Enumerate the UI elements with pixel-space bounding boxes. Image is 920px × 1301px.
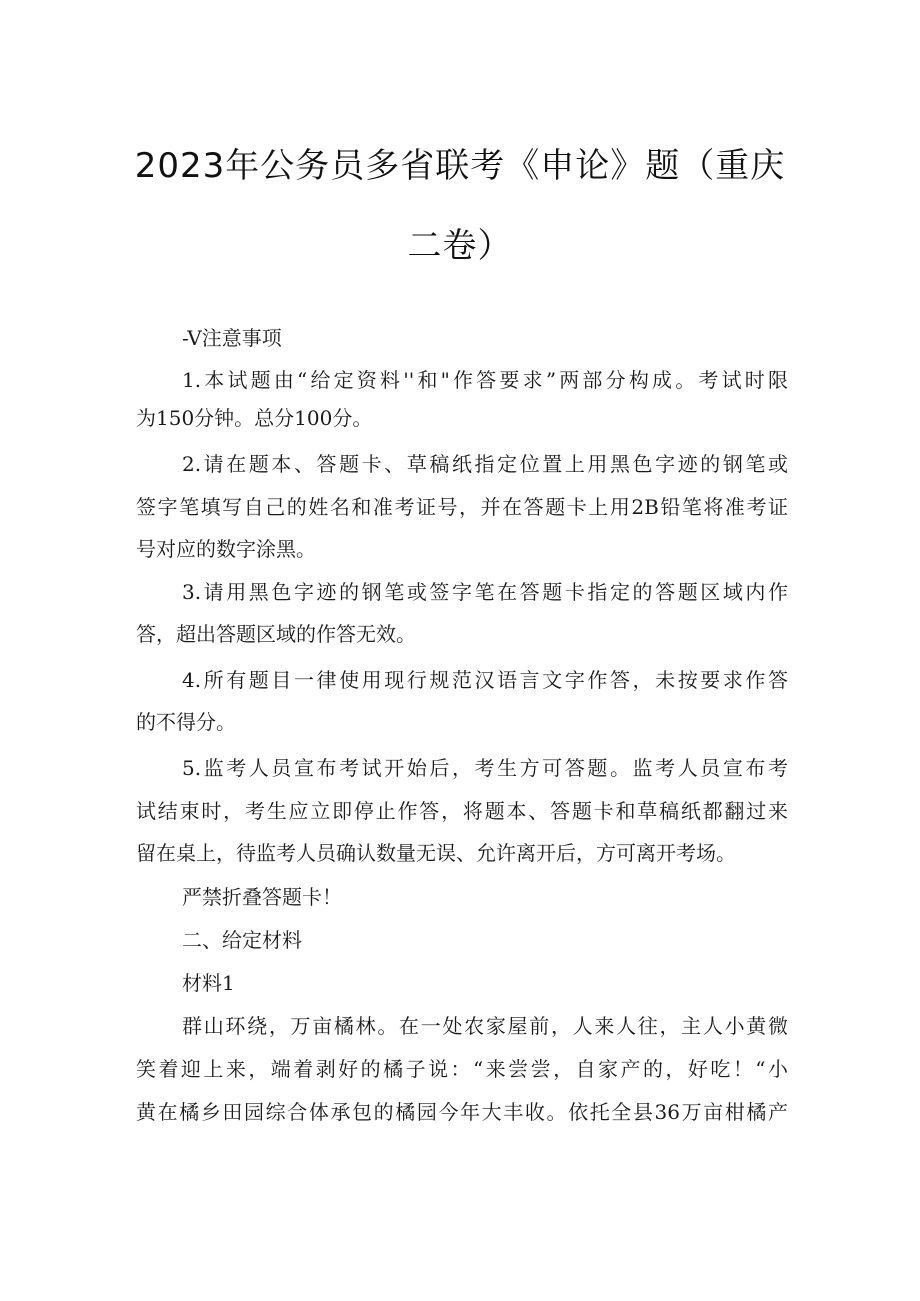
document-title-line-1: 2023年公务员多省联考《申论》题（重庆 xyxy=(134,146,786,186)
notice-item-1-line-1: 1.本试题由“给定资料''和"作答要求”两部分构成。考试时限 xyxy=(182,368,788,392)
notice-item-4-line-1: 4.所有题目一律使用现行规范汉语言文字作答，未按要求作答 xyxy=(182,668,788,692)
notice-item-2-line-3: 号对应的数字涂黑。 xyxy=(136,537,316,561)
document-title-line-2: 二卷） xyxy=(407,226,513,266)
notice-heading: -V注意事项 xyxy=(182,326,282,350)
notice-item-3-line-2: 答，超出答题区域的作答无效。 xyxy=(136,622,416,646)
notice-item-5-line-3: 留在桌上，待监考人员确认数量无误、允许离开后，方可离开考场。 xyxy=(136,841,736,865)
notice-item-5-line-2: 试结束时，考生应立即停止作答，将题本、答题卡和草稿纸都翻过来 xyxy=(136,799,788,823)
notice-item-2-line-2: 签字笔填写自己的姓名和准考证号，并在答题卡上用2B铅笔将准考证 xyxy=(136,495,788,519)
material-1-line-3: 黄在橘乡田园综合体承包的橘园今年大丰收。依托全县36万亩柑橘产 xyxy=(136,1100,788,1124)
material-1-heading: 材料1 xyxy=(182,971,235,995)
notice-item-4-line-2: 的不得分。 xyxy=(136,710,236,734)
notice-item-1-line-2: 为150分钟。总分100分。 xyxy=(136,406,373,430)
section-2-heading: 二、给定材料 xyxy=(182,928,302,952)
notice-item-2-line-1: 2.请在题本、答题卡、草稿纸指定位置上用黑色字迹的钢笔或 xyxy=(182,452,788,476)
warning-text: 严禁折叠答题卡！ xyxy=(182,885,342,909)
material-1-line-1: 群山环绕，万亩橘林。在一处农家屋前，人来人往，主人小黄微 xyxy=(182,1014,788,1038)
notice-item-5-line-1: 5.监考人员宣布考试开始后，考生方可答题。监考人员宣布考 xyxy=(182,756,788,780)
notice-item-3-line-1: 3.请用黑色字迹的钢笔或签字笔在答题卡指定的答题区域内作 xyxy=(182,580,788,604)
material-1-line-2: 笑着迎上来，端着剥好的橘子说：“来尝尝，自家产的，好吃！“小 xyxy=(136,1057,788,1081)
